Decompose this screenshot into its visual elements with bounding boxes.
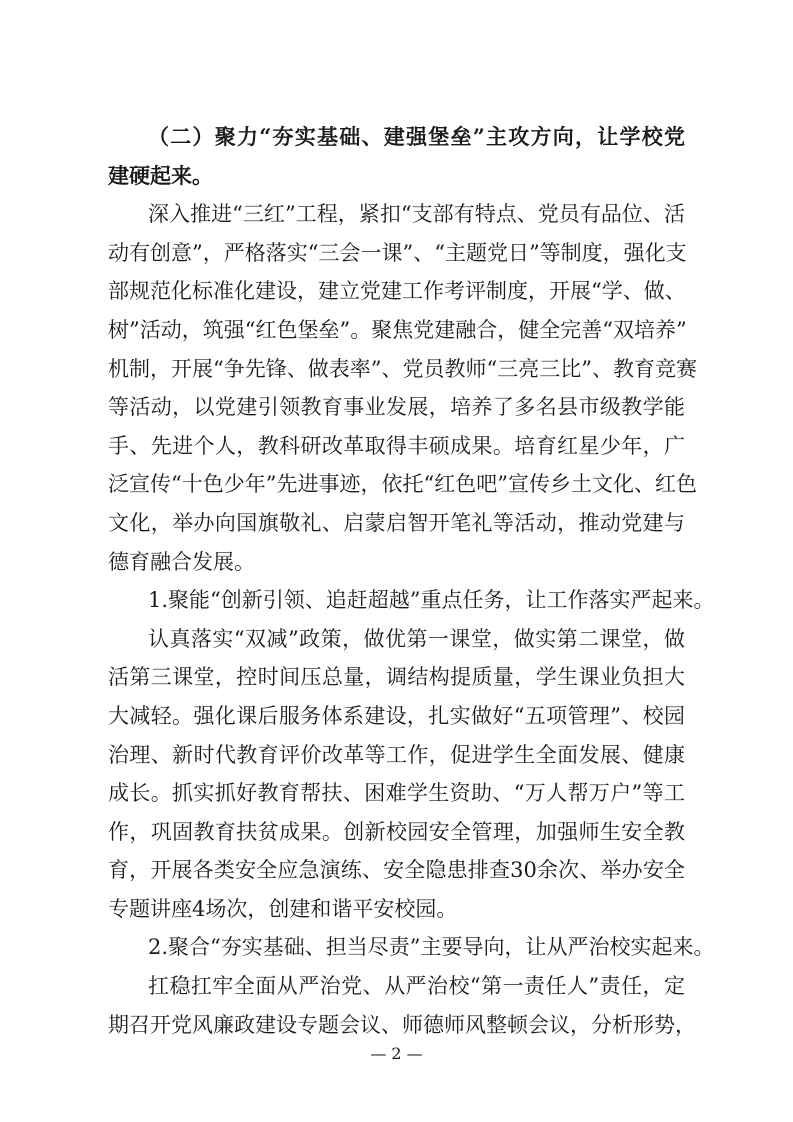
paragraph-line: 手、先进个人，教科研改革取得丰硕成果。培育红星少年，广 — [108, 433, 685, 458]
paragraph-line: 树”活动，筑强“红色堡垒”。聚焦党建融合，健全完善“双培养” — [108, 317, 687, 342]
paragraph-line: 成长。抓实抓好教育帮扶、困难学生资助、“万人帮万户”等工 — [108, 781, 685, 806]
page-number: — 2 — — [370, 1044, 423, 1063]
paragraph-line: 深入推进“三红”工程，紧扣“支部有特点、党员有品位、活 — [148, 202, 685, 227]
paragraph-line: 扛稳扛牢全面从严治党、从严治校“第一责任人”责任，定 — [148, 974, 685, 999]
subheading-2: 2.聚合“夯实基础、担当尽责”主要导向，让从严治校实起来。 — [148, 935, 715, 960]
paragraph-line: 泛宣传“十色少年”先进事迹，依托“红色吧”宣传乡土文化、红色 — [108, 472, 697, 497]
paragraph-line: 机制，开展“争先锋、做表率”、党员教师“三亮三比”、教育竞赛 — [108, 356, 697, 381]
paragraph-line: 作，巩固教育扶贫成果。创新校园安全管理，加强师生安全教 — [108, 819, 685, 844]
paragraph-line: 活第三课堂，控时间压总量，调结构提质量，学生课业负担大 — [108, 665, 685, 690]
paragraph-line: 动有创意”，严格落实“三会一课”、“主题党日”等制度，强化支 — [108, 240, 687, 265]
paragraph-line: 育，开展各类安全应急演练、安全隐患排查30余次、举办安全 — [108, 858, 685, 883]
paragraph-line: 认真落实“双减”政策，做优第一课堂，做实第二课堂，做 — [148, 626, 685, 651]
subheading-1: 1.聚能“创新引领、追赶超越”重点任务，让工作落实严起来。 — [148, 588, 715, 613]
section-heading-line: （二）聚力“夯实基础、建强堡垒”主攻方向，让学校党 — [148, 124, 685, 149]
paragraph-line: 文化，举办向国旗敬礼、启蒙启智开笔礼等活动，推动党建与 — [108, 510, 685, 535]
paragraph-line: 部规范化标准化建设，建立党建工作考评制度，开展“学、做、 — [108, 279, 686, 304]
document-body — [108, 118, 715, 1044]
paragraph-line: 等活动，以党建引领教育事业发展，培养了多名县市级教学能 — [108, 395, 685, 420]
paragraph-line: 大减轻。强化课后服务体系建设，扎实做好“五项管理”、校园 — [108, 703, 685, 728]
paragraph-line: 德育融合发展。 — [108, 549, 255, 574]
paragraph-line: 专题讲座4场次，创建和谐平安校园。 — [108, 896, 458, 921]
section-heading-line: 建硬起来。 — [108, 162, 213, 188]
paragraph-line: 治理、新时代教育评价改革等工作，促进学生全面发展、健康 — [108, 742, 685, 767]
paragraph-line: 期召开党风廉政建设专题会议、师德师风整顿会议，分析形势， — [108, 1012, 696, 1037]
